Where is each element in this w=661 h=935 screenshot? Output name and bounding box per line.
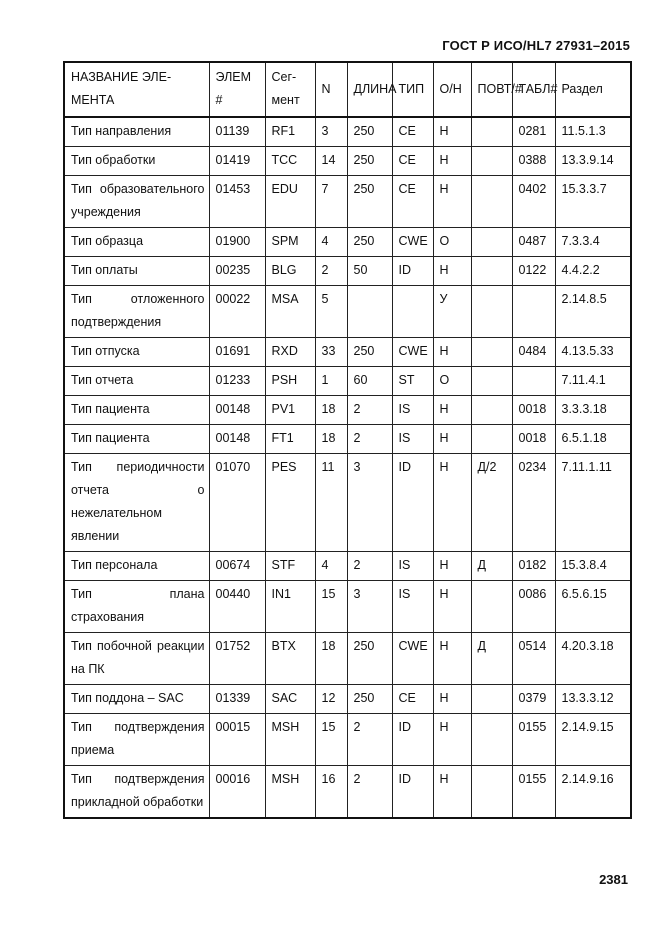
segment-cell: MSA bbox=[265, 286, 315, 338]
element-name-cell: Тип подтверждения приема bbox=[64, 714, 209, 766]
required-cell: Н bbox=[433, 766, 471, 819]
section-cell: 7.3.3.4 bbox=[555, 228, 631, 257]
length-cell: 250 bbox=[347, 147, 392, 176]
table-number-cell: 0122 bbox=[512, 257, 555, 286]
segment-cell: SAC bbox=[265, 685, 315, 714]
table-row bbox=[64, 714, 631, 766]
element-number-cell: 01419 bbox=[209, 147, 265, 176]
repeat-cell bbox=[471, 766, 512, 819]
table-row bbox=[64, 286, 631, 338]
required-cell: Н bbox=[433, 581, 471, 633]
field-n-cell: 2 bbox=[315, 257, 347, 286]
segment-cell: RXD bbox=[265, 338, 315, 367]
element-name-cell: Тип периодичности отчета о нежелательном явлении bbox=[64, 454, 209, 552]
required-cell: Н bbox=[433, 633, 471, 685]
length-cell: 3 bbox=[347, 581, 392, 633]
document-header: ГОСТ Р ИСО/HL7 27931–2015 bbox=[442, 38, 630, 53]
field-n-cell: 7 bbox=[315, 176, 347, 228]
element-name-cell: Тип подтверждения прикладной обработки bbox=[64, 766, 209, 819]
element-number-cell: 01139 bbox=[209, 117, 265, 147]
table-row bbox=[64, 581, 631, 633]
element-number-cell: 00015 bbox=[209, 714, 265, 766]
section-cell: 4.4.2.2 bbox=[555, 257, 631, 286]
table-number-cell bbox=[512, 367, 555, 396]
section-cell: 3.3.3.18 bbox=[555, 396, 631, 425]
repeat-cell bbox=[471, 685, 512, 714]
length-cell: 2 bbox=[347, 766, 392, 819]
repeat-cell bbox=[471, 367, 512, 396]
required-cell: Н bbox=[433, 425, 471, 454]
length-cell: 250 bbox=[347, 228, 392, 257]
repeat-cell bbox=[471, 228, 512, 257]
table-row bbox=[64, 176, 631, 228]
section-cell: 2.14.9.15 bbox=[555, 714, 631, 766]
element-name-cell: Тип обработки bbox=[64, 147, 209, 176]
repeat-cell bbox=[471, 117, 512, 147]
data-type-cell: CE bbox=[392, 176, 433, 228]
element-number-cell: 00022 bbox=[209, 286, 265, 338]
element-number-cell: 00148 bbox=[209, 396, 265, 425]
element-number-cell: 01453 bbox=[209, 176, 265, 228]
segment-cell: SPM bbox=[265, 228, 315, 257]
column-header-n: N bbox=[315, 62, 347, 117]
required-cell: Н bbox=[433, 454, 471, 552]
required-cell: Н bbox=[433, 685, 471, 714]
column-header-segment: Сег-мент bbox=[265, 62, 315, 117]
table-number-cell: 0086 bbox=[512, 581, 555, 633]
element-name-cell: Тип направления bbox=[64, 117, 209, 147]
column-header-repeat: ПОВТ/# bbox=[471, 62, 512, 117]
table-row bbox=[64, 117, 631, 147]
element-name-cell: Тип отпуска bbox=[64, 338, 209, 367]
data-type-cell: ID bbox=[392, 454, 433, 552]
data-type-cell: CWE bbox=[392, 228, 433, 257]
required-cell: Н bbox=[433, 338, 471, 367]
table-row bbox=[64, 147, 631, 176]
length-cell: 250 bbox=[347, 338, 392, 367]
section-cell: 4.13.5.33 bbox=[555, 338, 631, 367]
field-n-cell: 4 bbox=[315, 228, 347, 257]
field-n-cell: 18 bbox=[315, 396, 347, 425]
section-cell: 15.3.3.7 bbox=[555, 176, 631, 228]
length-cell bbox=[347, 286, 392, 338]
element-name-cell: Тип образца bbox=[64, 228, 209, 257]
table-row bbox=[64, 257, 631, 286]
table-row bbox=[64, 338, 631, 367]
table-number-cell: 0388 bbox=[512, 147, 555, 176]
field-n-cell: 18 bbox=[315, 633, 347, 685]
table-row bbox=[64, 552, 631, 581]
table-row bbox=[64, 367, 631, 396]
field-n-cell: 15 bbox=[315, 581, 347, 633]
repeat-cell: Д/2 bbox=[471, 454, 512, 552]
repeat-cell bbox=[471, 425, 512, 454]
field-n-cell: 5 bbox=[315, 286, 347, 338]
column-header-name: НАЗВАНИЕ ЭЛЕ-МЕНТА bbox=[64, 62, 209, 117]
repeat-cell bbox=[471, 286, 512, 338]
segment-cell: RF1 bbox=[265, 117, 315, 147]
column-header-required: О/Н bbox=[433, 62, 471, 117]
required-cell: Н bbox=[433, 714, 471, 766]
table-row bbox=[64, 766, 631, 819]
segment-cell: BLG bbox=[265, 257, 315, 286]
length-cell: 2 bbox=[347, 396, 392, 425]
element-name-cell: Тип отчета bbox=[64, 367, 209, 396]
data-type-cell: CE bbox=[392, 117, 433, 147]
element-number-cell: 01752 bbox=[209, 633, 265, 685]
element-number-cell: 00016 bbox=[209, 766, 265, 819]
length-cell: 2 bbox=[347, 714, 392, 766]
length-cell: 50 bbox=[347, 257, 392, 286]
data-type-cell: IS bbox=[392, 425, 433, 454]
field-n-cell: 14 bbox=[315, 147, 347, 176]
length-cell: 250 bbox=[347, 685, 392, 714]
element-name-cell: Тип поддона – SAC bbox=[64, 685, 209, 714]
data-type-cell: IS bbox=[392, 552, 433, 581]
repeat-cell bbox=[471, 338, 512, 367]
element-name-cell: Тип пациента bbox=[64, 396, 209, 425]
field-n-cell: 18 bbox=[315, 425, 347, 454]
length-cell: 250 bbox=[347, 176, 392, 228]
section-cell: 13.3.3.12 bbox=[555, 685, 631, 714]
segment-cell: BTX bbox=[265, 633, 315, 685]
section-cell: 7.11.4.1 bbox=[555, 367, 631, 396]
data-type-cell bbox=[392, 286, 433, 338]
data-type-cell: CE bbox=[392, 685, 433, 714]
section-cell: 2.14.8.5 bbox=[555, 286, 631, 338]
element-name-cell: Тип пациента bbox=[64, 425, 209, 454]
table-number-cell: 0484 bbox=[512, 338, 555, 367]
segment-cell: EDU bbox=[265, 176, 315, 228]
field-n-cell: 33 bbox=[315, 338, 347, 367]
required-cell: У bbox=[433, 286, 471, 338]
segment-cell: STF bbox=[265, 552, 315, 581]
segment-cell: PV1 bbox=[265, 396, 315, 425]
table-row bbox=[64, 633, 631, 685]
table-number-cell: 0155 bbox=[512, 766, 555, 819]
column-header-elem: ЭЛЕМ # bbox=[209, 62, 265, 117]
table-header-row bbox=[64, 62, 631, 117]
table-number-cell: 0018 bbox=[512, 425, 555, 454]
element-number-cell: 01070 bbox=[209, 454, 265, 552]
field-n-cell: 16 bbox=[315, 766, 347, 819]
repeat-cell: Д bbox=[471, 633, 512, 685]
table-number-cell: 0402 bbox=[512, 176, 555, 228]
element-name-cell: Тип побочной реакции на ПК bbox=[64, 633, 209, 685]
element-number-cell: 00148 bbox=[209, 425, 265, 454]
repeat-cell bbox=[471, 147, 512, 176]
field-n-cell: 3 bbox=[315, 117, 347, 147]
required-cell: Н bbox=[433, 396, 471, 425]
table-number-cell: 0155 bbox=[512, 714, 555, 766]
data-type-cell: CWE bbox=[392, 338, 433, 367]
table-row bbox=[64, 685, 631, 714]
repeat-cell bbox=[471, 176, 512, 228]
page-number: 2381 bbox=[599, 872, 628, 887]
element-number-cell: 00235 bbox=[209, 257, 265, 286]
field-n-cell: 11 bbox=[315, 454, 347, 552]
required-cell: О bbox=[433, 228, 471, 257]
segment-cell: MSH bbox=[265, 714, 315, 766]
table-row bbox=[64, 228, 631, 257]
length-cell: 3 bbox=[347, 454, 392, 552]
table-number-cell bbox=[512, 286, 555, 338]
section-cell: 4.20.3.18 bbox=[555, 633, 631, 685]
table-number-cell: 0182 bbox=[512, 552, 555, 581]
segment-cell: TCC bbox=[265, 147, 315, 176]
length-cell: 250 bbox=[347, 117, 392, 147]
table-row bbox=[64, 425, 631, 454]
segment-cell: PSH bbox=[265, 367, 315, 396]
repeat-cell bbox=[471, 257, 512, 286]
section-cell: 11.5.1.3 bbox=[555, 117, 631, 147]
section-cell: 2.14.9.16 bbox=[555, 766, 631, 819]
repeat-cell bbox=[471, 714, 512, 766]
table-number-cell: 0281 bbox=[512, 117, 555, 147]
required-cell: Н bbox=[433, 117, 471, 147]
column-header-length: ДЛИНА bbox=[347, 62, 392, 117]
repeat-cell bbox=[471, 396, 512, 425]
table-number-cell: 0018 bbox=[512, 396, 555, 425]
repeat-cell bbox=[471, 581, 512, 633]
element-name-cell: Тип плана страхования bbox=[64, 581, 209, 633]
table-number-cell: 0487 bbox=[512, 228, 555, 257]
column-header-type: ТИП bbox=[392, 62, 433, 117]
table-row bbox=[64, 396, 631, 425]
segment-cell: MSH bbox=[265, 766, 315, 819]
field-n-cell: 1 bbox=[315, 367, 347, 396]
section-cell: 7.11.1.11 bbox=[555, 454, 631, 552]
data-type-cell: ID bbox=[392, 714, 433, 766]
element-number-cell: 00674 bbox=[209, 552, 265, 581]
column-header-table: ТАБЛ# bbox=[512, 62, 555, 117]
length-cell: 2 bbox=[347, 552, 392, 581]
data-type-cell: ID bbox=[392, 766, 433, 819]
table-number-cell: 0379 bbox=[512, 685, 555, 714]
element-number-cell: 01900 bbox=[209, 228, 265, 257]
element-number-cell: 00440 bbox=[209, 581, 265, 633]
data-type-cell: CE bbox=[392, 147, 433, 176]
column-header-section: Раздел bbox=[555, 62, 631, 117]
element-number-cell: 01691 bbox=[209, 338, 265, 367]
required-cell: Н bbox=[433, 552, 471, 581]
field-n-cell: 4 bbox=[315, 552, 347, 581]
section-cell: 15.3.8.4 bbox=[555, 552, 631, 581]
segment-cell: PES bbox=[265, 454, 315, 552]
element-number-cell: 01233 bbox=[209, 367, 265, 396]
section-cell: 6.5.6.15 bbox=[555, 581, 631, 633]
required-cell: Н bbox=[433, 176, 471, 228]
element-name-cell: Тип образовательного учреждения bbox=[64, 176, 209, 228]
length-cell: 2 bbox=[347, 425, 392, 454]
element-name-cell: Тип отложенного подтверждения bbox=[64, 286, 209, 338]
field-n-cell: 12 bbox=[315, 685, 347, 714]
data-element-table bbox=[63, 61, 632, 819]
required-cell: О bbox=[433, 367, 471, 396]
length-cell: 250 bbox=[347, 633, 392, 685]
section-cell: 6.5.1.18 bbox=[555, 425, 631, 454]
required-cell: Н bbox=[433, 147, 471, 176]
required-cell: Н bbox=[433, 257, 471, 286]
element-name-cell: Тип оплаты bbox=[64, 257, 209, 286]
segment-cell: FT1 bbox=[265, 425, 315, 454]
data-type-cell: IS bbox=[392, 396, 433, 425]
table-row bbox=[64, 454, 631, 552]
element-number-cell: 01339 bbox=[209, 685, 265, 714]
length-cell: 60 bbox=[347, 367, 392, 396]
data-type-cell: ID bbox=[392, 257, 433, 286]
section-cell: 13.3.9.14 bbox=[555, 147, 631, 176]
data-type-cell: CWE bbox=[392, 633, 433, 685]
repeat-cell: Д bbox=[471, 552, 512, 581]
data-type-cell: ST bbox=[392, 367, 433, 396]
table-number-cell: 0514 bbox=[512, 633, 555, 685]
element-name-cell: Тип персонала bbox=[64, 552, 209, 581]
field-n-cell: 15 bbox=[315, 714, 347, 766]
data-type-cell: IS bbox=[392, 581, 433, 633]
segment-cell: IN1 bbox=[265, 581, 315, 633]
table-number-cell: 0234 bbox=[512, 454, 555, 552]
